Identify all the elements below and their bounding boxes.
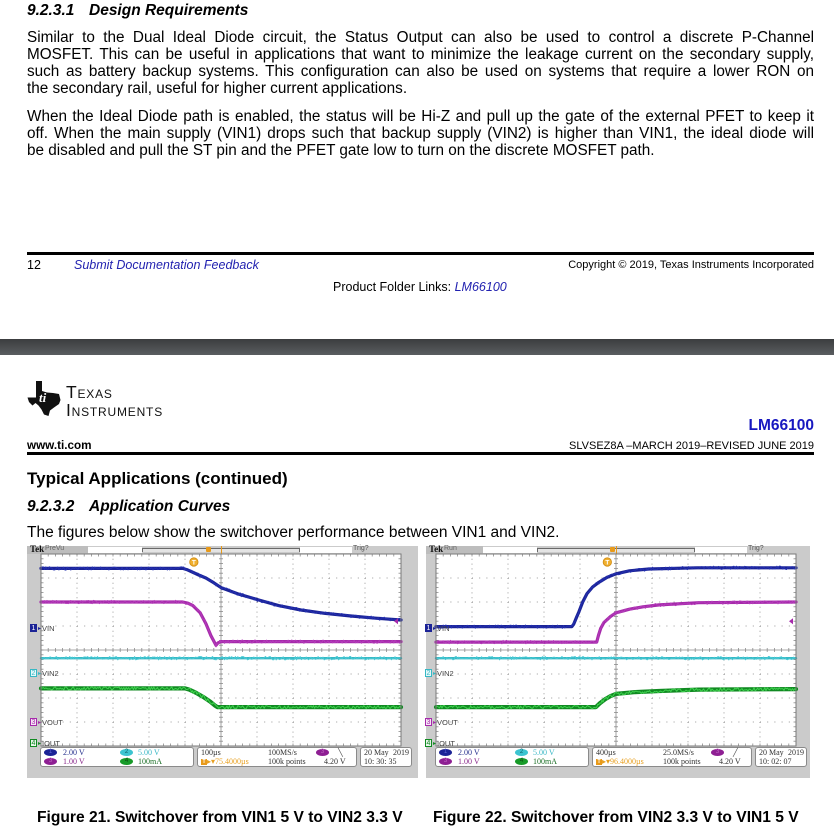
- figure-22-caption: Figure 22. Switchover from VIN2 3.3 V to VIN1 5 V: [433, 809, 799, 826]
- horizontal-scale: 100µs: [201, 748, 221, 757]
- figure-21-caption: Figure 21. Switchover from VIN1 5 V to VIN2 3.3 V: [37, 809, 403, 826]
- date-year: 2019: [788, 748, 804, 757]
- record-view-box: [483, 547, 537, 553]
- sample-rate: 100MS/s: [268, 748, 297, 757]
- arrow-right-icon: ▸: [433, 740, 437, 747]
- trigger-state: Trig?: [353, 545, 369, 552]
- trigger-state: Trig?: [748, 545, 764, 552]
- horizontal-scale: 400µs: [596, 748, 616, 757]
- channel-label: VIN2: [42, 668, 59, 678]
- trigger-t-glyph: T: [191, 559, 196, 567]
- trigger-delay: 75.4000µs: [215, 757, 249, 766]
- channel-2-ground-marker: [30, 668, 59, 678]
- trigger-icon: T: [597, 759, 601, 766]
- trigger-delay-readout: [201, 757, 249, 766]
- waveform-plot: [436, 554, 796, 746]
- channel-label: VIN2: [437, 668, 454, 678]
- channel-3-ground-marker: [425, 717, 458, 727]
- channel-1-ground-marker: [30, 623, 55, 633]
- date-year: 2019: [393, 748, 409, 757]
- sample-rate: 25.0MS/s: [663, 748, 694, 757]
- waveform-svg: [436, 554, 796, 746]
- channel-3-badge: 3: [439, 758, 452, 765]
- date-time-readout: [755, 747, 807, 767]
- record-view-box: [88, 547, 142, 553]
- channel-number: 2: [31, 670, 36, 677]
- trigger-level: 4.20 V: [719, 757, 741, 766]
- channel-3-scale: 1.00 V: [63, 757, 85, 766]
- channel-label: VIN: [437, 623, 450, 633]
- page-separator: [0, 339, 834, 355]
- trigger-source-badge: 3: [316, 749, 329, 756]
- trigger-t-glyph: T: [605, 559, 610, 567]
- channel-1-scale: 2.00 V: [458, 748, 480, 757]
- section-title: Design Requirements: [89, 2, 249, 19]
- channel-number: 2: [426, 670, 431, 677]
- channel-number: 3: [426, 719, 431, 726]
- product-folder-link[interactable]: LM66100: [454, 280, 507, 294]
- channel-1-badge: 1: [439, 749, 452, 756]
- channel-2-badge: 2: [515, 749, 528, 756]
- channel-number: 1: [426, 625, 431, 632]
- trigger-delay-readout: [596, 757, 644, 766]
- channel-3-scale: 1.00 V: [458, 757, 480, 766]
- svg-text:ti: ti: [39, 390, 47, 405]
- arrow-right-icon: ▸: [38, 740, 42, 747]
- trigger-slope-icon: ╲: [338, 748, 343, 757]
- trigger-delay: 96.4000µs: [610, 757, 644, 766]
- record-length: 100k points: [268, 757, 306, 766]
- channel-4-scale: 100mA: [138, 757, 162, 766]
- channel-1-ground-marker: [425, 623, 450, 633]
- arrow-right-icon: ▸: [38, 719, 42, 726]
- subsection-number: 9.2.3.2: [27, 498, 75, 515]
- record-view-box-right: [300, 547, 352, 553]
- trigger-point-marker-icon: [610, 547, 615, 552]
- arrow-right-icon: ▸: [433, 625, 437, 632]
- channel-3-ground-marker: [30, 717, 63, 727]
- subsection-heading-application-curves: [27, 497, 230, 517]
- time: 10: 02: 07: [759, 757, 792, 766]
- trigger-slope-icon: ╱: [733, 748, 738, 757]
- graticule: [436, 554, 796, 746]
- delay-arrow-icon: ▸▾: [207, 757, 216, 766]
- record-length: 100k points: [663, 757, 701, 766]
- section-heading-design-requirements: [27, 1, 248, 21]
- channel-4-scale: 100mA: [533, 757, 557, 766]
- logo-text-texas: Texas: [66, 382, 113, 402]
- text-line: Similar to the Dual Ideal Diode circuit, the Status Output can also be used to control a discrete P-Channel: [27, 29, 814, 46]
- trigger-point-marker-icon: [206, 547, 211, 552]
- part-number-link[interactable]: LM66100: [748, 417, 814, 434]
- scope-brand: Tek: [30, 544, 45, 554]
- channel-2-badge: 2: [120, 749, 133, 756]
- channel-1-badge: 1: [44, 749, 57, 756]
- paragraph-design-requirements-1: [27, 29, 814, 97]
- text-line: MOSFET. This can be useful in applications that want to minimize the leakage current on the secondary supply,: [27, 46, 814, 63]
- document-revision: SLVSEZ8A –MARCH 2019–REVISED JUNE 2019: [569, 440, 814, 452]
- channel-number: 4: [426, 740, 431, 747]
- scope-brand: Tek: [429, 544, 444, 554]
- oscilloscope-capture-figure-22: [426, 546, 810, 778]
- timebase-trigger-readout: [592, 747, 752, 767]
- text-line: be disabled and pull the ST pin and the PFET gate low to turn on the discrete MOSFET path.: [27, 142, 655, 159]
- section-heading-typical-applications: Typical Applications (continued): [27, 469, 288, 488]
- section-number: 9.2.3.1: [27, 2, 75, 19]
- ti-logo-icon: [27, 381, 62, 416]
- date-day-month: 20 May: [759, 748, 784, 757]
- date-time-readout: [360, 747, 412, 767]
- arrow-right-icon: ▸: [38, 625, 42, 632]
- page-number: 12: [27, 258, 41, 272]
- channel-label: VIN: [42, 623, 55, 633]
- time: 10: 30: 35: [364, 757, 397, 766]
- submit-feedback-link[interactable]: Submit Documentation Feedback: [74, 258, 259, 272]
- website-link[interactable]: www.ti.com: [27, 439, 92, 452]
- delay-arrow-icon: ▸▾: [602, 757, 611, 766]
- channel-label: IOUT: [42, 738, 60, 748]
- waveform-plot: [41, 554, 401, 746]
- channel-number: 3: [31, 719, 36, 726]
- arrow-right-icon: ▸: [38, 670, 42, 677]
- waveform-svg: [41, 554, 401, 746]
- product-folder-label: Product Folder Links:: [333, 280, 455, 294]
- trigger-position-marker: [190, 558, 198, 567]
- channel-number: 4: [31, 740, 36, 747]
- footer-rule: [27, 252, 814, 255]
- trigger-icon: T: [202, 759, 206, 766]
- channel-2-ground-marker: [425, 668, 454, 678]
- channel-3-badge: 3: [44, 758, 57, 765]
- channel-number: 1: [31, 625, 36, 632]
- graticule: [41, 554, 401, 746]
- text-line: the secondary rail, useful for higher current applications.: [27, 80, 408, 97]
- logo-text-instruments: Instruments: [66, 400, 163, 420]
- intro-text: The figures below show the switchover performance between VIN1 and VIN2.: [27, 524, 560, 541]
- channel-4-badge: 4: [120, 758, 133, 765]
- channel-scale-readout: [435, 747, 589, 767]
- text-line: such as battery backup systems. This configuration can also be used on systems that require a lower RON on: [27, 63, 814, 80]
- date-day-month: 20 May: [364, 748, 389, 757]
- acquisition-state: PreVu: [45, 545, 65, 552]
- record-view-box-right: [695, 547, 747, 553]
- copyright-notice: Copyright © 2019, Texas Instruments Incorporated: [568, 259, 814, 271]
- header-rule: [27, 452, 814, 455]
- channel-label: IOUT: [437, 738, 455, 748]
- subsection-title: Application Curves: [89, 498, 231, 515]
- channel-scale-readout: [40, 747, 194, 767]
- timebase-trigger-readout: [197, 747, 357, 767]
- trigger-level-marker: [789, 618, 793, 624]
- arrow-right-icon: ▸: [433, 670, 437, 677]
- channel-4-badge: 4: [515, 758, 528, 765]
- arrow-right-icon: ▸: [433, 719, 437, 726]
- channel-2-scale: 5.00 V: [533, 748, 555, 757]
- channel-2-scale: 5.00 V: [138, 748, 160, 757]
- oscilloscope-capture-figure-21: [27, 546, 418, 778]
- channel-1-scale: 2.00 V: [63, 748, 85, 757]
- trigger-level: 4.20 V: [324, 757, 346, 766]
- acquisition-state: Run: [444, 545, 457, 552]
- trigger-source-badge: 3: [711, 749, 724, 756]
- text-line: When the Ideal Diode path is enabled, the status will be Hi-Z and pull up the gate of the external PFET to keep it: [27, 108, 814, 125]
- text-line: off. When the main supply (VIN1) drops such that backup supply (VIN2) is higher than VIN1, the ideal diode will: [27, 125, 814, 142]
- channel-label: VOUT: [42, 717, 63, 727]
- paragraph-design-requirements-2: [27, 108, 814, 159]
- product-folder-links: [333, 280, 507, 294]
- trigger-position-marker: [603, 558, 611, 567]
- channel-label: VOUT: [437, 717, 458, 727]
